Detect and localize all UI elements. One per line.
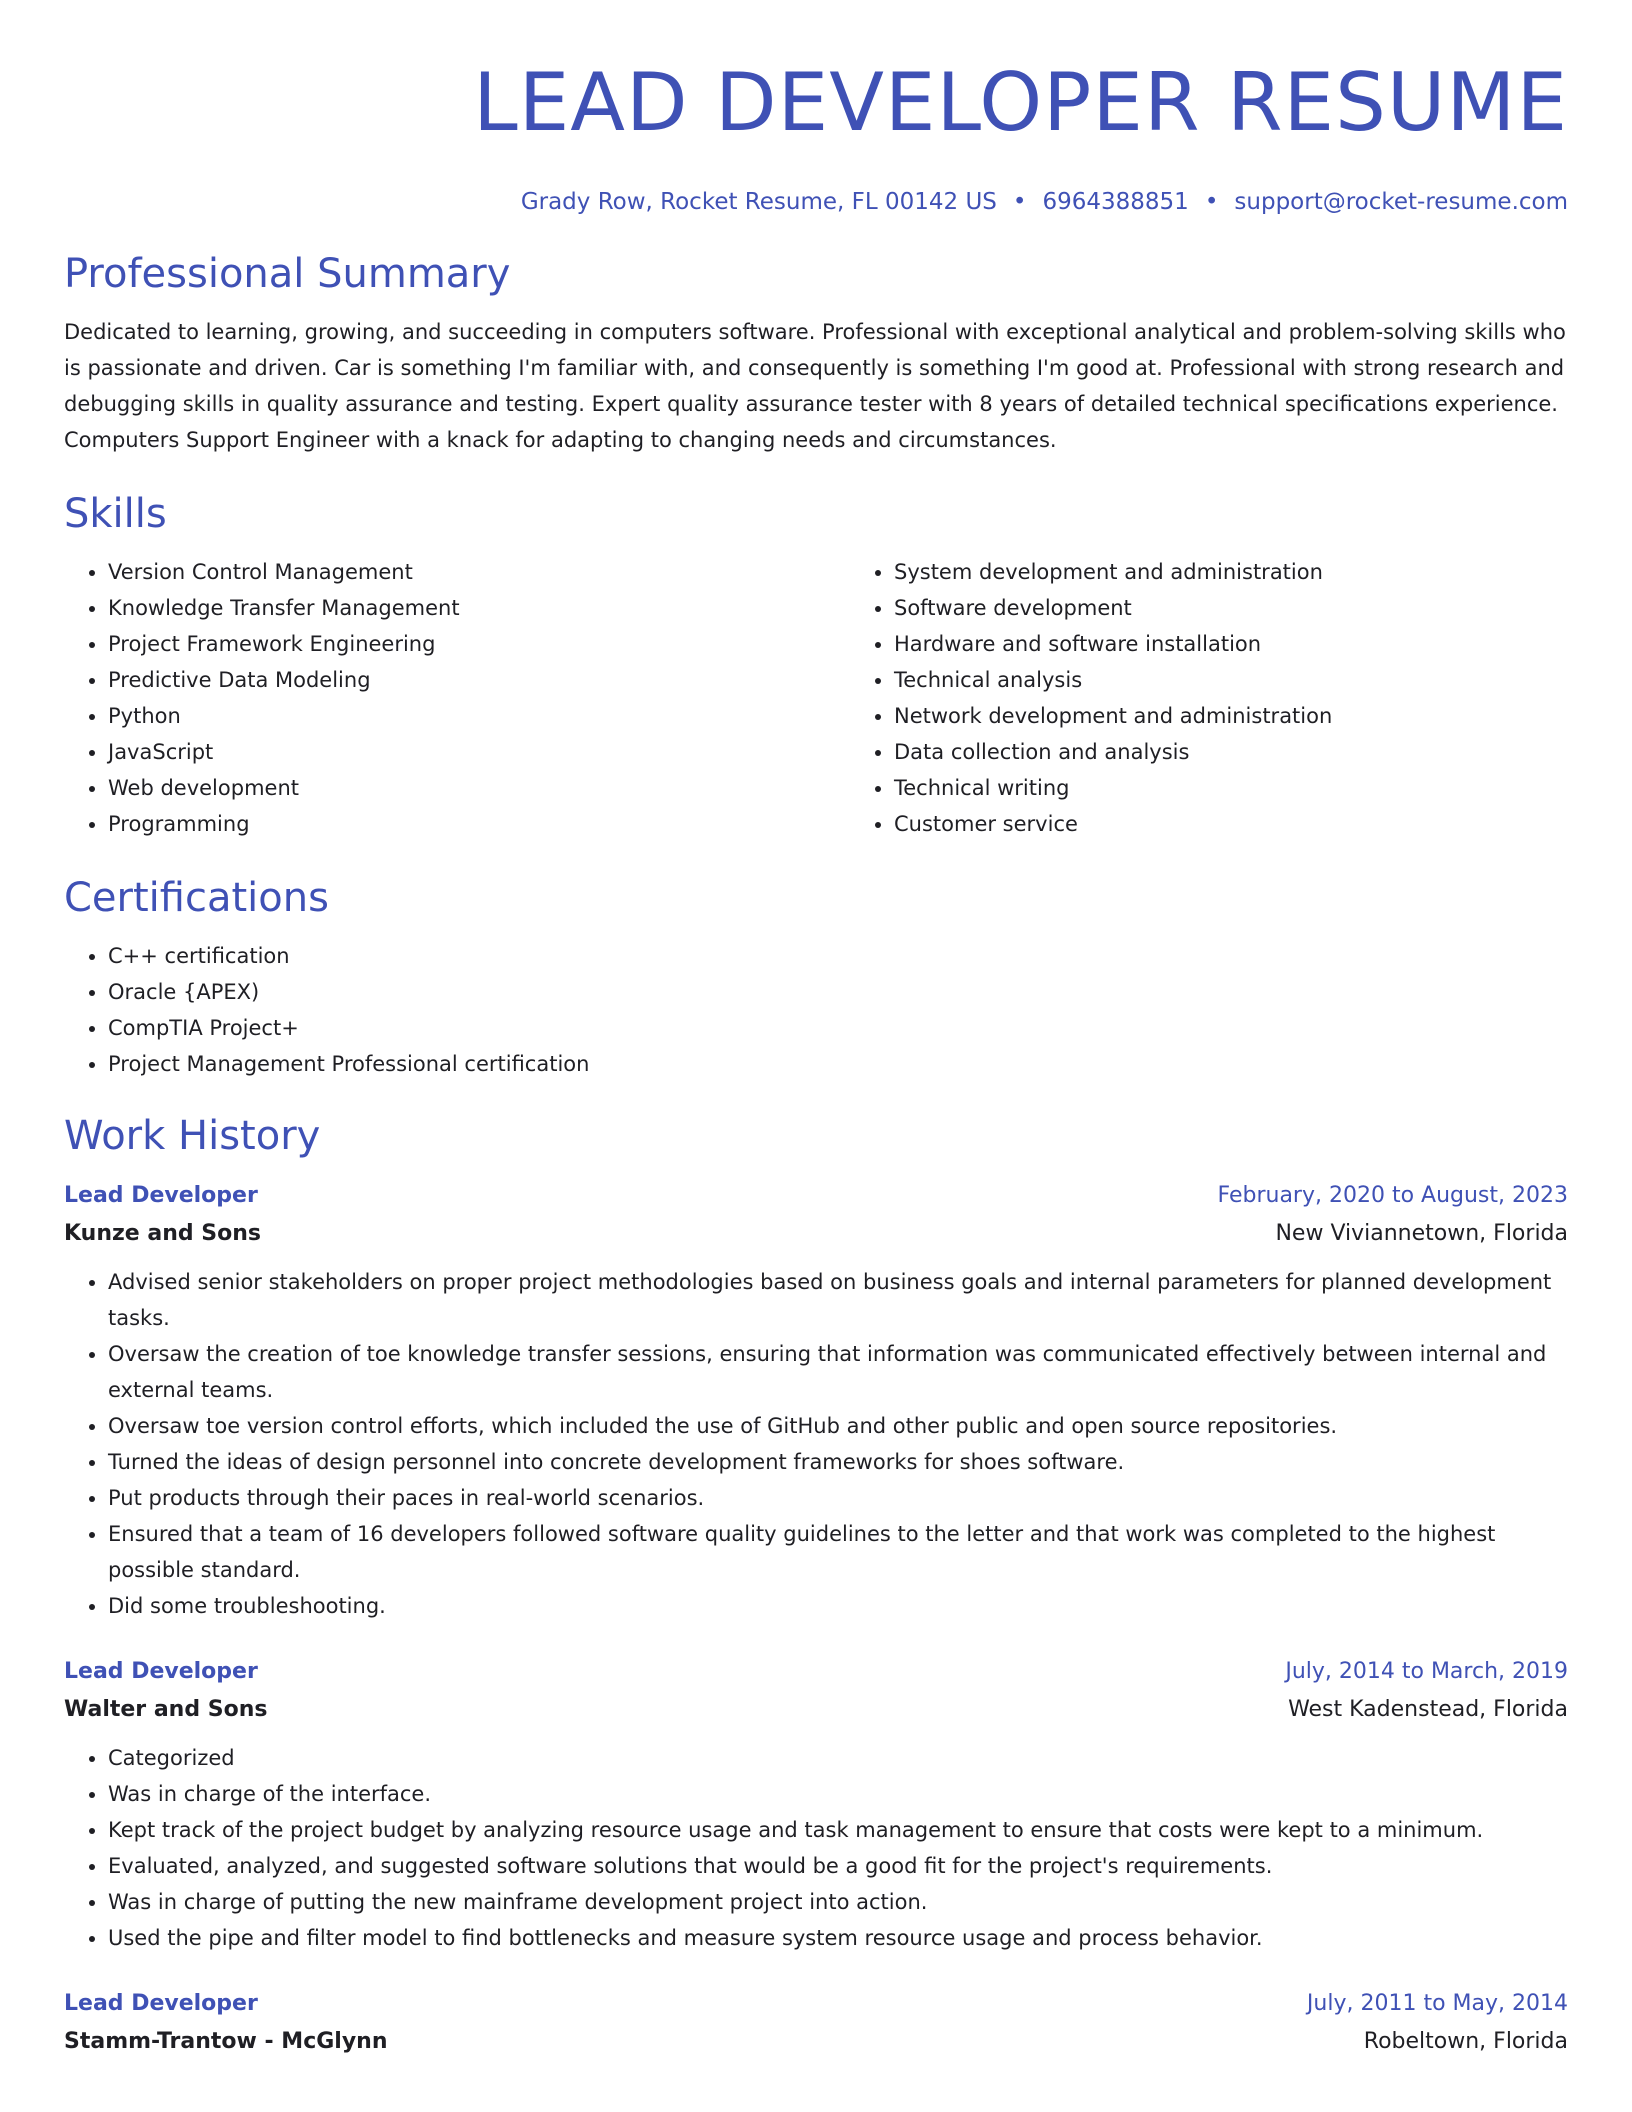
job-bullet: • Kept track of the project budget by analyzing resource usage and task management to ensure that costs were kept to a minimum.: [108, 1812, 1568, 1848]
job-bullet: • Categorized: [108, 1740, 1568, 1776]
skill-item: • JavaScript: [108, 734, 850, 770]
job-company-row: [64, 1214, 1568, 1254]
job-bullet: • Turned the ideas of design personnel into concrete development frameworks for shoes software.: [108, 1444, 1568, 1480]
job-dates: February, 2020 to August, 2023: [1217, 1183, 1568, 1208]
skill-item: • Technical writing: [894, 770, 1568, 806]
skill-item: • Web development: [108, 770, 850, 806]
job-company-row: [64, 2022, 1568, 2062]
certifications-section: [64, 870, 1568, 1082]
job-bullet: • Used the pipe and filter model to find bottlenecks and measure system resource usage and process behavior.: [108, 1920, 1568, 1956]
job-dates: July, 2014 to March, 2019: [1285, 1659, 1568, 1684]
job-title: Lead Developer: [64, 1659, 258, 1684]
job-bullet: • Was in charge of putting the new mainframe development project into action.: [108, 1884, 1568, 1920]
skill-item: • Hardware and software installation: [894, 626, 1568, 662]
job-company: Walter and Sons: [64, 1697, 268, 1722]
job-bullet: • Evaluated, analyzed, and suggested software solutions that would be a good fit for the project's requirements.: [108, 1848, 1568, 1884]
skills-columns: [64, 542, 1568, 842]
certification-item: • Project Management Professional certification: [108, 1046, 1568, 1082]
job-title: Lead Developer: [64, 1183, 258, 1208]
certification-item: • Oracle {APEX): [108, 974, 1568, 1010]
job-bullet: • Oversaw the creation of toe knowledge transfer sessions, ensuring that information was communicated effectively between internal and external teams.: [108, 1336, 1568, 1408]
work-history-section: [64, 1108, 1568, 2062]
skill-item: • Version Control Management: [108, 554, 850, 590]
section-heading-summary: Professional Summary: [64, 251, 511, 297]
job-bullets: [64, 1264, 1568, 1624]
job-title-row: [64, 1654, 1568, 1690]
job-dates: July, 2011 to May, 2014: [1306, 1991, 1568, 2016]
job-bullet: • Oversaw toe version control efforts, which included the use of GitHub and other public and open source repositories.: [108, 1408, 1568, 1444]
job-location: West Kadenstead, Florida: [1288, 1697, 1568, 1722]
section-heading-skills: Skills: [64, 491, 167, 537]
skills-list-left: [64, 554, 850, 842]
professional-summary-section: [64, 246, 1568, 458]
job-entry: [64, 1986, 1568, 2062]
summary-text: Dedicated to learning, growing, and succeeding in computers software. Professional with exceptional analytical and problem-solving skills who is passionate and driven. Car is something I'm familiar with, and consequently is something I'm good at. Professional with strong research and debugging skills in quality assurance and testing. Expert quality assurance tester with 8 years of detailed technical specifications experience. Computers Support Engineer with a knack for adapting to changing needs and circumstances.: [64, 320, 1566, 452]
skill-item: • Predictive Data Modeling: [108, 662, 850, 698]
skill-item: • Python: [108, 698, 850, 734]
job-company: Stamm-Trantow - McGlynn: [64, 2029, 388, 2054]
job-location: Robeltown, Florida: [1363, 2029, 1568, 2054]
job-bullet: • Ensured that a team of 16 developers followed software quality guidelines to the letter and that work was completed to the highest possible standard.: [108, 1516, 1568, 1588]
page-title: LEAD DEVELOPER RESUME: [473, 56, 1568, 149]
contact-line: [64, 186, 1568, 218]
job-title-row: [64, 1178, 1568, 1214]
skill-item: • Programming: [108, 806, 850, 842]
skill-item: • Project Framework Engineering: [108, 626, 850, 662]
section-heading-certifications: Certifications: [64, 875, 329, 921]
skill-item: • Data collection and analysis: [894, 734, 1568, 770]
job-title: Lead Developer: [64, 1991, 258, 2016]
skill-item: • Knowledge Transfer Management: [108, 590, 850, 626]
job-bullet: • Advised senior stakeholders on proper project methodologies based on business goals and internal parameters for planned development tasks.: [108, 1264, 1568, 1336]
certification-item: • C++ certification: [108, 938, 1568, 974]
job-bullet: • Was in charge of the interface.: [108, 1776, 1568, 1812]
skills-section: [64, 486, 1568, 842]
skill-item: • Network development and administration: [894, 698, 1568, 734]
contact-separator: •: [1204, 189, 1219, 215]
job-location: New Viviannetown, Florida: [1275, 1221, 1568, 1246]
job-bullet: • Did some troubleshooting.: [108, 1588, 1568, 1624]
contact-address: Grady Row, Rocket Resume, FL 00142 US: [520, 189, 997, 215]
section-heading-work-history: Work History: [64, 1113, 321, 1159]
job-company: Kunze and Sons: [64, 1221, 262, 1246]
job-entry: [64, 1178, 1568, 1624]
job-bullet: • Put products through their paces in real-world scenarios.: [108, 1480, 1568, 1516]
job-title-row: [64, 1986, 1568, 2022]
job-company-row: [64, 1690, 1568, 1730]
contact-separator: •: [1012, 189, 1027, 215]
skill-item: • Customer service: [894, 806, 1568, 842]
contact-email: support@rocket-resume.com: [1234, 189, 1568, 215]
skill-item: • System development and administration: [894, 554, 1568, 590]
skills-list-right: [850, 554, 1568, 842]
job-bullets: [64, 1740, 1568, 1956]
skill-item: • Technical analysis: [894, 662, 1568, 698]
certification-item: • CompTIA Project+: [108, 1010, 1568, 1046]
job-entry: [64, 1654, 1568, 1956]
certifications-list: [64, 938, 1568, 1082]
contact-phone: 6964388851: [1042, 189, 1189, 215]
resume-header: [64, 0, 1568, 218]
skill-item: • Software development: [894, 590, 1568, 626]
